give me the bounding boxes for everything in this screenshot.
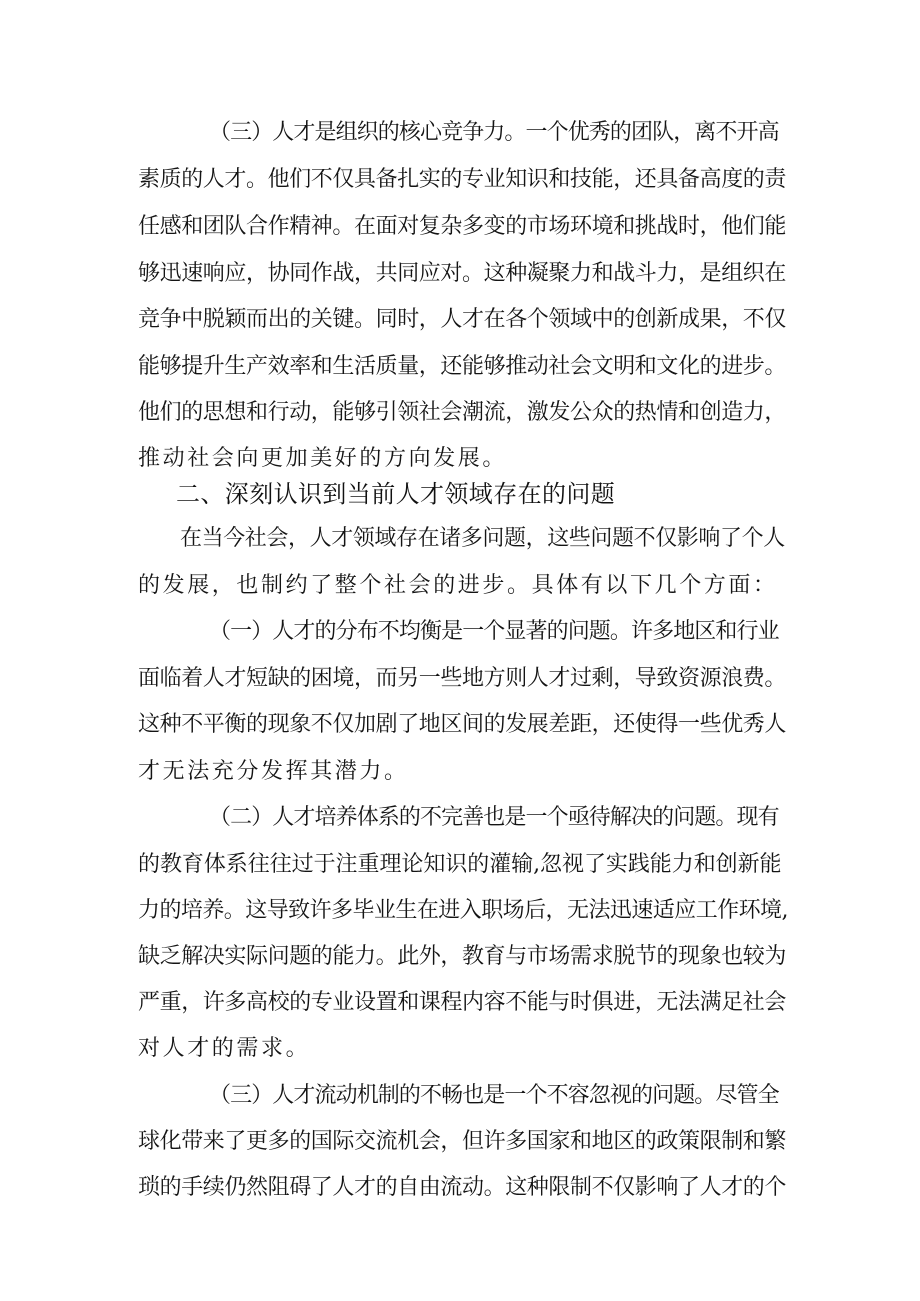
paragraph-line: 够迅速响应，协同作战，共同应对。这种凝聚力和战斗力，是组织在: [138, 261, 787, 286]
paragraph-line: 力的培养。这导致许多毕业生在进入职场后，无法迅速适应工作环境,: [138, 898, 788, 923]
paragraph-line: 竞争中脱颖而出的关键。同时，人才在各个领域中的创新成果，不仅: [138, 307, 787, 332]
paragraph-line: 的发展，也制约了整个社会的进步。具体有以下几个方面：: [138, 573, 778, 598]
paragraph-line: 对人才的需求。: [138, 1036, 311, 1061]
paragraph-line: 素质的人才。他们不仅具备扎实的专业知识和技能，还具备高度的责: [138, 167, 787, 192]
paragraph-line: 任感和团队合作精神。在面对复杂多变的市场环境和挑战时，他们能: [138, 214, 787, 239]
paragraph-line: （二）人才培养体系的不完善也是一个亟待解决的问题。现有: [209, 805, 779, 830]
section-heading: 二、深刻认识到当前人才领域存在的问题: [176, 480, 616, 508]
paragraph-line: 推动社会向更加美好的方向发展。: [138, 446, 508, 471]
paragraph-line: 才无法充分发挥其潜力。: [138, 759, 409, 784]
paragraph-line: 在当今社会，人才领域存在诸多问题，这些问题不仅影响了个人: [180, 526, 785, 551]
paragraph-line: 的教育体系往往过于注重理论知识的灌输,忽视了实践能力和创新能: [138, 852, 782, 877]
paragraph-line: 球化带来了更多的国际交流机会，但许多国家和地区的政策限制和繁: [138, 1129, 787, 1154]
paragraph-line: （三）人才流动机制的不畅也是一个不容忽视的问题。尽管全: [209, 1083, 779, 1108]
paragraph-line: 严重，许多高校的专业设置和课程内容不能与时俱进，无法满足社会: [138, 990, 787, 1015]
paragraph-line: 琐的手续仍然阻碍了人才的自由流动。这种限制不仅影响了人才的个: [138, 1175, 787, 1200]
paragraph-line: 这种不平衡的现象不仅加剧了地区间的发展差距，还使得一些优秀人: [138, 712, 787, 737]
paragraph-line: 能够提升生产效率和生活质量，还能够推动社会文明和文化的进步。: [138, 354, 787, 379]
paragraph-line: 面临着人才短缺的困境，而另一些地方则人才过剩，导致资源浪费。: [138, 666, 787, 691]
paragraph-line: 缺乏解决实际问题的能力。此外，教育与市场需求脱节的现象也较为: [138, 944, 787, 969]
paragraph-line: （一）人才的分布不均衡是一个显著的问题。许多地区和行业: [209, 619, 779, 644]
paragraph-line: （三）人才是组织的核心竞争力。一个优秀的团队，离不开高: [209, 120, 779, 145]
paragraph-line: 他们的思想和行动，能够引领社会潮流，激发公众的热情和创造力，: [138, 400, 787, 425]
